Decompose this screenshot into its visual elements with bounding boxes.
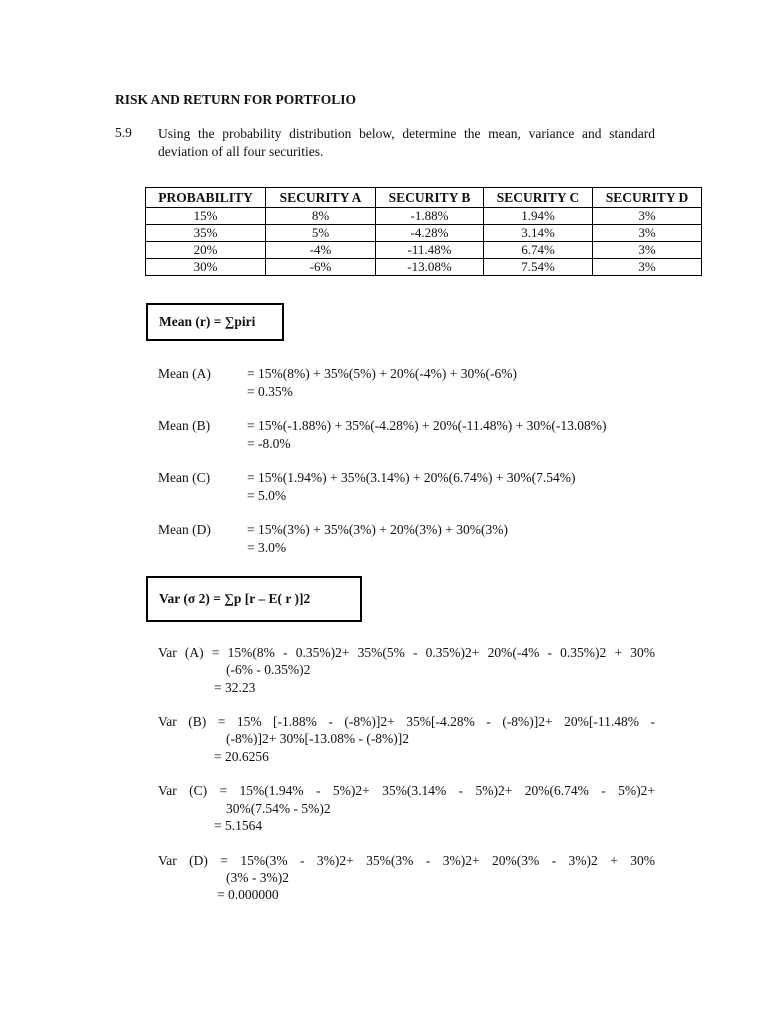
mean-a-calc: = 15%(8%) + 35%(5%) + 20%(-4%) + 30%(-6%) (247, 366, 517, 381)
mean-d-label: Mean (D) (158, 522, 211, 537)
mean-d-result: = 3.0% (247, 540, 287, 555)
mean-b-calc: = 15%(-1.88%) + 35%(-4.28%) + 20%(-11.48%) + 30%(-13.08%) (247, 418, 607, 433)
question-text: Using the probability distribution below, determine the mean, variance and standard deviation of all four securities. (158, 126, 655, 159)
table-cell: -1.88% (376, 208, 484, 225)
mean-c-calc: = 15%(1.94%) + 35%(3.14%) + 20%(6.74%) + 30%(7.54%) (247, 470, 576, 485)
table-cell: 3% (593, 259, 702, 276)
table-cell: 3% (593, 208, 702, 225)
mean-c-result: = 5.0% (247, 488, 287, 503)
variance-formula-box (146, 576, 362, 622)
table-cell: 15% (146, 208, 266, 225)
table-cell: 8% (266, 208, 376, 225)
mean-formula-box (146, 303, 284, 341)
table-header-cell: PROBABILITY (146, 188, 266, 208)
table-cell: 6.74% (484, 242, 593, 259)
var-a-result: = 32.23 (214, 680, 256, 695)
var-a-calc: Var (A) = 15%(8% - 0.35%)2+ 35%(5% - 0.35%)2+ 20%(-4% - 0.35%)2 + 30% (158, 645, 655, 660)
mean-d-calc: = 15%(3%) + 35%(3%) + 20%(3%) + 30%(3%) (247, 522, 509, 537)
table-row (146, 242, 702, 259)
table-header-cell: SECURITY C (484, 188, 593, 208)
table-header-cell: SECURITY A (266, 188, 376, 208)
table-row (146, 259, 702, 276)
var-b-calc: Var (B) = 15% [-1.88% - (-8%)]2+ 35%[-4.28% - (-8%)]2+ 20%[-11.48% - (158, 714, 655, 729)
mean-b-result: = -8.0% (247, 436, 291, 451)
var-b-calc-cont: (-8%)]2+ 30%[-13.08% - (-8%)]2 (226, 731, 410, 746)
var-c-calc: Var (C) = 15%(1.94% - 5%)2+ 35%(3.14% - 5%)2+ 20%(6.74% - 5%)2+ (158, 783, 655, 798)
var-c-calc-cont: 30%(7.54% - 5%)2 (226, 801, 331, 816)
table-cell: 3% (593, 242, 702, 259)
table-cell: 1.94% (484, 208, 593, 225)
var-d-result: = 0.000000 (217, 887, 279, 902)
table-cell: 3.14% (484, 225, 593, 242)
table-cell: -13.08% (376, 259, 484, 276)
table-cell: 20% (146, 242, 266, 259)
table-header-row (146, 188, 702, 208)
mean-b-label: Mean (B) (158, 418, 211, 433)
table-cell: -4.28% (376, 225, 484, 242)
mean-c-label: Mean (C) (158, 470, 211, 485)
table-header-cell: SECURITY B (376, 188, 484, 208)
table-cell: 35% (146, 225, 266, 242)
table-row (146, 208, 702, 225)
section-title: RISK AND RETURN FOR PORTFOLIO (115, 92, 357, 107)
var-d-calc-cont: (3% - 3%)2 (226, 870, 289, 885)
variance-formula: Var (σ 2) = ∑p [r – E( r )]2 (159, 591, 311, 606)
var-c-result: = 5.1564 (214, 818, 263, 833)
table-cell: 30% (146, 259, 266, 276)
mean-a-result: = 0.35% (247, 384, 293, 399)
var-d-calc: Var (D) = 15%(3% - 3%)2+ 35%(3% - 3%)2+ 20%(3% - 3%)2 + 30% (158, 853, 655, 868)
table-cell: -4% (266, 242, 376, 259)
table-header-cell: SECURITY D (593, 188, 702, 208)
table-row (146, 225, 702, 242)
table-cell: 5% (266, 225, 376, 242)
table-cell: 3% (593, 225, 702, 242)
table-cell: -11.48% (376, 242, 484, 259)
mean-a-label: Mean (A) (158, 366, 211, 381)
table-cell: -6% (266, 259, 376, 276)
question-number: 5.9 (115, 125, 132, 140)
var-b-result: = 20.6256 (214, 749, 269, 764)
var-a-calc-cont: (-6% - 0.35%)2 (226, 662, 311, 677)
mean-formula: Mean (r) = ∑piri (159, 314, 256, 329)
probability-distribution-table (145, 187, 702, 276)
table-cell: 7.54% (484, 259, 593, 276)
